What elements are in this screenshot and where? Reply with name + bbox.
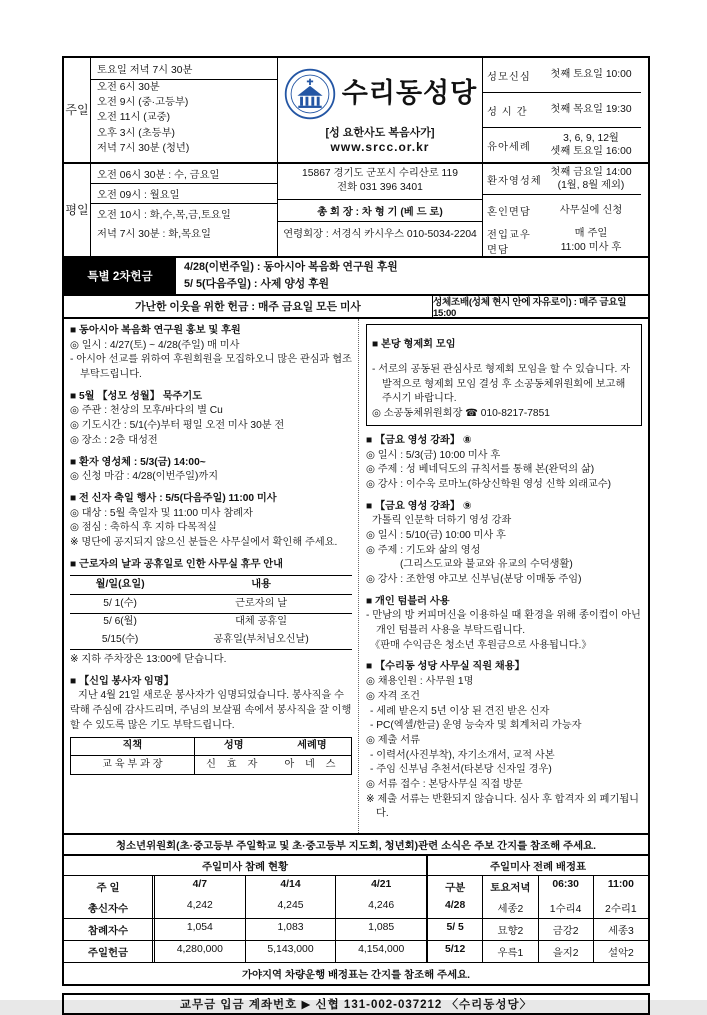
section-title: ■ 근로자의 날과 공휴일로 인한 사무실 휴무 안내 xyxy=(70,558,283,570)
youth-committee-banner: 청소년위원회(초·중고등부 주일학교 및 초·중고등부 지도회, 청년회)관련 소식은 주보 간지를 참조해 주세요. xyxy=(62,833,650,856)
special-offering-line: 4/28(이번주일) : 동아시아 복음화 연구원 후원 xyxy=(184,261,398,274)
table-row: 5/ 5 묘향2 금강2 세종3 xyxy=(428,919,648,941)
section-title: ■ 환자 영성체 : 5/3(금) 14:00~ xyxy=(70,456,206,468)
volunteer-table: 직책 성명 세례명 교 육 부 과 장 신 효 자 아 네 스 xyxy=(70,737,352,775)
church-patron: [성 요한사도 복음사가] xyxy=(325,126,435,139)
devotion-label: 성모신심 xyxy=(487,71,531,83)
sunday-mass-times xyxy=(91,58,278,162)
services-schedule xyxy=(483,164,641,256)
church-website: www.srcc.or.kr xyxy=(330,139,430,154)
section-title: ■ 본당 형제회 모임 xyxy=(372,339,456,351)
special-offering-label: 특별 2차헌금 xyxy=(64,258,176,294)
funeral-chair-line: 연령회장 : 서경식 카시우스 010-5034-2204 xyxy=(283,228,477,240)
weekday-time: 오전 06시 30분 : 수, 금요일 xyxy=(91,164,277,184)
church-contact xyxy=(278,164,483,256)
devotion-value: 3, 6, 9, 12월 셋째 토요일 16:00 xyxy=(550,132,632,157)
table-row: 5/15(수) 공휴일(부처님오신날) xyxy=(101,633,309,645)
parking-note: ※ 지하 주차장은 13:00에 닫습니다. xyxy=(70,654,227,666)
table-row: 5/12 우륵1 을지2 설악2 xyxy=(428,941,648,962)
sunday-time: 오전 11시 (교중) xyxy=(97,112,171,124)
section-title: ■ 개인 텀블러 사용 xyxy=(366,595,450,607)
devotion-label: 유아세례 xyxy=(487,141,531,153)
saturday-mass-time: 토요일 저녁 7시 30분 xyxy=(91,58,277,80)
weekday-time: 저녁 7시 30분 : 화,목요일 xyxy=(97,229,211,240)
section-friday-lecture-8: ■ 【금요 영성 강좌】 ⑧ ◎ 일시 : 5/3(금) 10:00 미사 후 ◎ 주제 : 성 베네딕도의 규칙서를 통해 본(완덕의 삶) ◎ 강사 : 이수욱 로마노(하상신학원 영성 신학 외래교수) xyxy=(366,434,642,493)
service-label: 혼인면담 xyxy=(487,206,531,218)
section-may-rosary: ■ 5월 【성모 성월】 묵주기도 ◎ 주관 : 천상의 모후/바다의 별 Cu ◎ 기도시간 : 5/1(수)부터 평일 오전 미사 30분 전 ◎ 장소 : 2층 대성전 xyxy=(70,390,352,449)
section-office-hiring: ■ 【수리동 성당 사무실 직원 채용】 ◎ 채용인원 : 사무원 1명 ◎ 자격 조건 - 세례 받은지 5년 이상 된 견진 받은 신자 - PC(엑셀/한글) 운영 능숙자 및 회계처리 가능자 ◎ 제출 서류 - 이력서(사진부착), 자기소개서, 교적 사본 - 주임 신부님 추천서(타본당 신자일 경우) ◎ 서류 접수 : 본당사무실 직접 방문 ※ 제출 서류는 반환되지 않습니다. 심사 후 합격자 외 폐기됩니다. xyxy=(366,660,642,822)
service-label: 전입교우 면담 xyxy=(487,229,531,256)
sunday-label: 주일 xyxy=(64,58,91,162)
attendance-table xyxy=(64,856,428,962)
table-row: 5/ 1(수) 근로자의 날 xyxy=(70,595,352,614)
table-row: 5/ 6(월) 대체 공휴일 xyxy=(103,616,288,628)
poor-offering: 가난한 이웃을 위한 헌금 : 매주 금요일 모든 미사 xyxy=(64,296,433,317)
adoration-info: 성체조배(성체 현시 안에 자유로이) : 매주 금요일 15:00 xyxy=(433,297,627,319)
bank-account-footer: 교무금 입금 계좌번호 ▶ 신협 131-002-037212 〈수리동성당〉 xyxy=(62,993,650,1015)
president-line: 총 회 장 : 차 형 기 (베 드 로) xyxy=(278,200,482,222)
special-offering-line: 5/ 5(다음주일) : 사제 양성 후원 xyxy=(184,278,330,290)
attendance-table-title: 주일미사 참례 현황 xyxy=(64,856,426,876)
church-identity xyxy=(278,58,483,162)
service-row xyxy=(483,164,641,195)
devotion-row xyxy=(483,93,641,128)
gaya-shuttle-note: 가야지역 차량운행 배정표는 간지를 참조해 주세요. xyxy=(64,962,648,984)
church-address: 15867 경기도 군포시 수리산로 119 전화 031 396 3401 xyxy=(278,164,482,200)
masthead-sunday-row xyxy=(64,58,648,162)
section-east-asia: ■ 동아시아 복음화 연구원 홍보 및 후원 ◎ 일시 : 4/27(토) ~ 4/28(주일) 매 미사 - 아시아 선교를 위하여 후원회원을 모집하오니 많은 관심과 협조 부탁드립니다. xyxy=(70,325,352,381)
special-offering-section xyxy=(62,256,650,296)
sunday-time: 저녁 7시 30분 (청년) xyxy=(97,142,190,154)
sunday-time: 오전 9시 (중·고등부) xyxy=(97,97,189,109)
bottom-tables xyxy=(62,854,650,986)
sunday-time: 오후 3시 (초등부) xyxy=(97,127,175,139)
service-row xyxy=(483,226,641,256)
section-new-volunteer: ■ 【신입 봉사자 임명】 지난 4월 21일 새로운 봉사자가 임명되었습니다. 봉사직을 수락해 주심에 감사드리며, 주님의 보살핌 속에서 봉사직을 잘 이행할 수 있도록 많은 기도 부탁드립니다. 직책 성명 세례명 교 육 부 과 장 신 효 자 아 네 스 xyxy=(70,675,352,775)
section-title: ■ 【수리동 성당 사무실 직원 채용】 xyxy=(366,661,525,673)
table-row: 참례자수 1,054 1,083 1,085 xyxy=(64,919,426,941)
main-body xyxy=(62,317,650,835)
service-label: 환자영성체 xyxy=(487,175,542,187)
devotion-label: 성 시 간 xyxy=(487,106,528,118)
table-row: 총신자수 4,242 4,245 4,246 xyxy=(64,897,426,919)
special-offering-lines xyxy=(176,258,648,294)
bulletin-document xyxy=(62,56,650,1015)
section-office-closure xyxy=(70,558,352,668)
section-title: ■ 【금요 영성 강좌】 ⑧ xyxy=(366,434,472,446)
section-title: ■ 【금요 영성 강좌】 ⑨ xyxy=(366,500,472,512)
section-title: ■ 【신입 봉사자 임명】 xyxy=(70,675,174,687)
section-feastday-event: ■ 전 신자 축일 행사 : 5/5(다음주일) 11:00 미사 ◎ 대상 : 5월 축일자 및 11:00 미사 참례자 ◎ 점심 : 축하식 후 지하 다목적실 ※ 명단에 공지되지 않으신 분들은 사무실에서 확인해 주세요. xyxy=(70,492,352,551)
masthead xyxy=(62,56,650,258)
church-phone: 전화 031 396 3401 xyxy=(337,182,423,194)
devotions-schedule xyxy=(483,58,641,162)
left-column xyxy=(64,319,358,833)
right-column xyxy=(358,319,648,833)
service-value: 사무실에 신청 xyxy=(559,204,623,216)
weekday-label: 평일 xyxy=(64,164,91,256)
service-value: 첫째 금요일 14:00 (1월, 8월 제외) xyxy=(550,166,632,192)
table-row: 4/28 세종2 1수리4 2수리1 xyxy=(428,897,648,919)
section-friday-lecture-9: ■ 【금요 영성 강좌】 ⑨ 가톨릭 인문학 더하기 영성 강좌 ◎ 일시 : 5/10(금) 10:00 미사 후 ◎ 주제 : 기도와 삶의 영성 (그리스도교와 불교와 유교의 수덕생활) ◎ 강사 : 조한영 야고보 신부님(분당 이매동 주임) xyxy=(366,500,642,588)
section-tumbler: ■ 개인 텀블러 사용 - 만남의 방 커피머신을 이용하실 때 환경을 위해 종이컵이 아닌 개인 텀블러 사용을 부탁드립니다. 《판매 수익금은 청소년 후원금으로 사용됩니다.》 xyxy=(366,595,641,651)
devotion-value: 첫째 토요일 10:00 xyxy=(550,69,632,81)
section-title: ■ 전 신자 축일 행사 : 5/5(다음주일) 11:00 미사 xyxy=(70,492,277,504)
sunday-time: 오전 6시 30분 xyxy=(97,82,160,93)
section-title: ■ 동아시아 복음화 연구원 홍보 및 후원 xyxy=(70,325,241,336)
section-title: ■ 5월 【성모 성월】 묵주기도 xyxy=(70,390,203,402)
devotion-row xyxy=(483,58,641,93)
table-header-row: 구분 토요저녁 06:30 11:00 xyxy=(428,876,648,897)
liturgy-table-title: 주일미사 전례 배정표 xyxy=(428,856,648,876)
weekday-time: 오전 10시 : 화,수,목,금,토요일 xyxy=(97,210,231,221)
church-logo-icon xyxy=(283,67,337,121)
liturgy-assignment-table xyxy=(428,856,648,962)
service-row xyxy=(483,195,641,225)
weekday-mass-times xyxy=(91,164,278,256)
service-value: 매 주일 11:00 미사 후 xyxy=(560,228,622,253)
office-closure-table: 월/일(요일) 내용 5/ 1(수) 근로자의 날 5/ 6(월) 대체 공휴일 5/15(수) 공휴일(부처님오신날) xyxy=(70,575,352,650)
table-row: 교 육 부 과 장 신 효 자 아 네 스 xyxy=(71,756,352,775)
section-fraternity: ■ 본당 형제회 모임 - 서로의 공동된 관심사로 형제회 모임을 할 수 있습니다. 자발적으로 형제회 모임 결성 후 소공동체위원회에 보고해 주시기 바랍니다. ◎ 소공동체위원회장 ☎ 010-8217-7851 xyxy=(366,324,642,426)
offering-info-row xyxy=(62,294,650,319)
masthead-weekday-row xyxy=(64,162,648,256)
weekday-time: 오전 09시 : 월요일 xyxy=(91,184,277,204)
church-name: 수리동성당 xyxy=(341,78,478,109)
devotion-value: 첫째 목요일 19:30 xyxy=(550,104,632,116)
section-sick-communion: ■ 환자 영성체 : 5/3(금) 14:00~ ◎ 신청 마감 : 4/28(이번주일)까지 xyxy=(70,456,352,485)
devotion-row xyxy=(483,128,641,162)
table-header-row: 주 일 4/7 4/14 4/21 xyxy=(64,876,426,897)
table-row: 주일헌금 4,280,000 5,143,000 4,154,000 xyxy=(64,941,426,962)
